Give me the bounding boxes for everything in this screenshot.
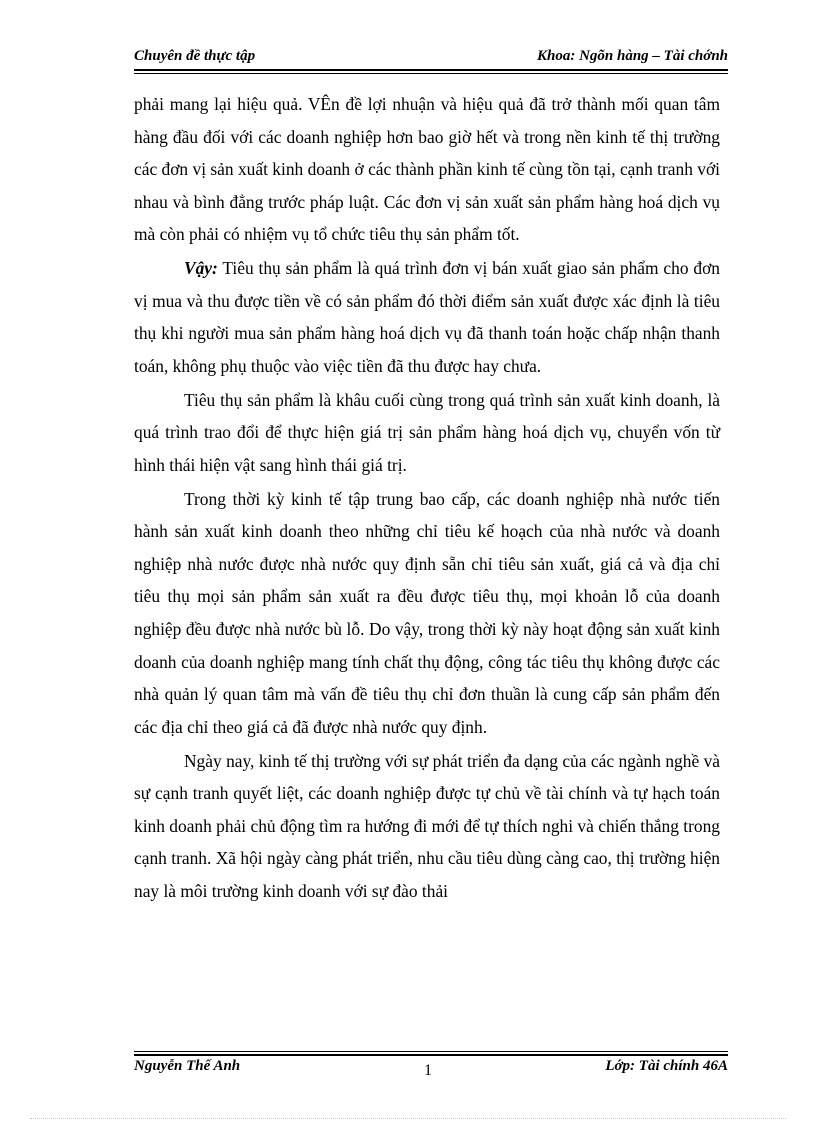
page-header [134, 48, 728, 65]
paragraph-5 [134, 745, 720, 908]
footer-rule-thick [134, 1054, 728, 1056]
footer-class: Lớp: Tài chính 46A [605, 1058, 728, 1074]
paragraph-text: Ngày nay, kinh tế thị trường với sự phát triển đa dạng của các ngành nghề và sự cạnh tranh quyết liệt, các doanh nghiệp được tự chủ về tài chính và tự hạch toán kinh doanh phải chủ động tìm ra hướng đi mới để tự thích nghi và chiến thắng trong cạnh tranh. Xã hội ngày càng phát triển, nhu cầu tiêu dùng càng cao, thị trường hiện nay là môi trường kinh doanh với sự đào thải [134, 750, 720, 901]
paragraph-1 [134, 88, 720, 251]
header-right-department: Khoa: Ngõn hàng – Tài chớnh [536, 48, 728, 64]
footer-author: Nguyễn Thế Anh [134, 1058, 241, 1074]
page-footer [134, 1058, 728, 1080]
header-left-title: Chuyên đề thực tập [134, 48, 256, 64]
paragraph-text: Tiêu thụ sản phẩm là quá trình đơn vị bán xuất giao sản phẩm cho đơn vị mua và thu được tiền về có sản phẩm đó thời điểm sản xuất được xác định là tiêu thụ khi người mua sản phẩm hàng hoá dịch vụ đã thanh toán hoặc chấp nhận thanh toán, không phụ thuộc vào việc tiền đã thu được hay chưa. [134, 258, 720, 376]
header-rule-thin [134, 73, 728, 74]
page-number: 1 [424, 1062, 432, 1079]
paragraph-text: phải mang lại hiệu quả. VÊn đề lợi nhuận và hiệu quả đã trở thành mối quan tâm hàng đầu đối với các doanh nghiệp hơn bao giờ hết và trong nền kinh tế thị trường các đơn vị sản xuất kinh doanh ở các thành phần kinh tế cùng tồn tại, cạnh tranh với nhau và bình đẳng trước pháp luật. Các đơn vị sản xuất sản phẩm hàng hoá dịch vụ mà còn phải có nhiệm vụ tổ chức tiêu thụ sản phẩm tốt. [134, 94, 720, 245]
paragraph-text: Trong thời kỳ kinh tế tập trung bao cấp, các doanh nghiệp nhà nước tiến hành sản xuất kinh doanh theo những chỉ tiêu kế hoạch của nhà nước và doanh nghiệp nhà nước được nhà nước quy định sẵn chỉ tiêu sản xuất, giá cả và địa chỉ tiêu thụ mọi sản phẩm sản xuất ra đều được tiêu thụ, mọi khoản lỗ của doanh nghiệp đều được nhà nước bù lỗ. Do vậy, trong thời kỳ này hoạt động sản xuất kinh doanh của doanh nghiệp mang tính chất thụ động, công tác tiêu thụ không được các nhà quản lý quan tâm mà vấn đề tiêu thụ chỉ đơn thuần là cung cấp sản phẩm đến các địa chỉ theo giá cả đã được nhà nước quy định. [134, 488, 720, 737]
header-rule-thick [134, 69, 728, 71]
paragraph-text: Tiêu thụ sản phẩm là khâu cuối cùng trong quá trình sản xuất kinh doanh, là quá trình trao đổi để thực hiện giá trị sản phẩm hàng hoá dịch vụ, chuyển vốn từ hình thái hiện vật sang hình thái giá trị. [134, 389, 720, 475]
footer-rule-thin [134, 1051, 728, 1052]
paragraph-lead: Vậy: [184, 258, 218, 279]
page-bottom-dotted-border [30, 1118, 786, 1119]
paragraph-3 [134, 384, 720, 482]
document-body [134, 88, 720, 909]
paragraph-2 [134, 252, 720, 382]
paragraph-4 [134, 483, 720, 744]
